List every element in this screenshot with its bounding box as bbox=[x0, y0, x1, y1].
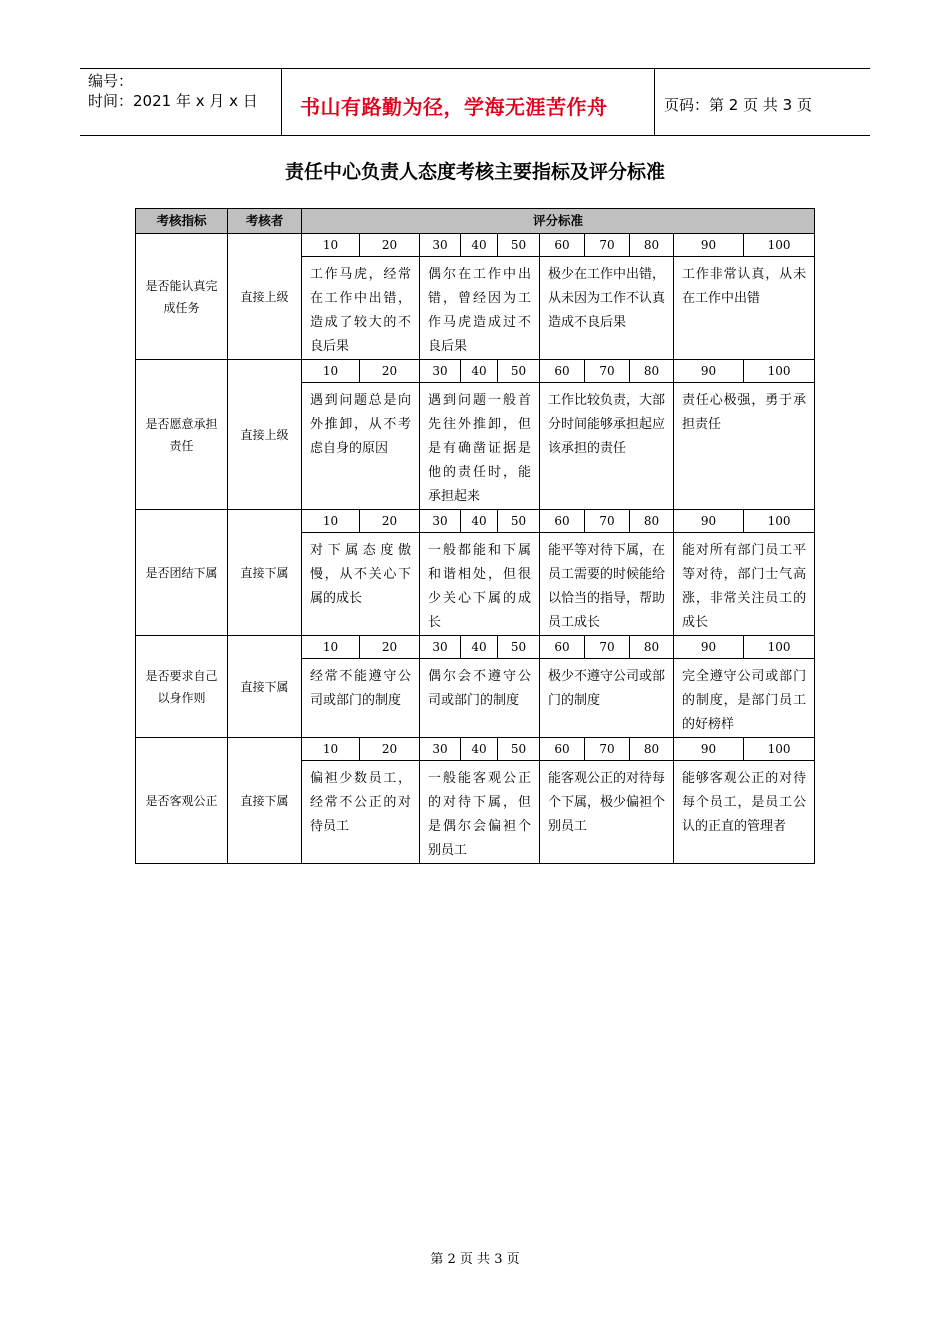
score-value: 50 bbox=[498, 636, 540, 659]
evaluator-cell: 直接上级 bbox=[228, 360, 302, 510]
header-bottom-rule bbox=[80, 135, 870, 136]
level-description: 责任心极强，勇于承担责任 bbox=[674, 383, 815, 510]
page-indicator: 页码：第 2 页 共 3 页 bbox=[664, 96, 812, 114]
header-evaluator: 考核者 bbox=[228, 209, 302, 234]
criterion-cell: 是否能认真完成任务 bbox=[136, 234, 228, 360]
score-value: 50 bbox=[498, 510, 540, 533]
score-value: 60 bbox=[540, 360, 585, 383]
score-value: 70 bbox=[585, 636, 630, 659]
evaluator-cell: 直接下属 bbox=[228, 636, 302, 738]
score-value: 10 bbox=[302, 636, 360, 659]
level-description: 遇到问题总是向外推卸，从不考虑自身的原因 bbox=[302, 383, 420, 510]
level-description: 极少不遵守公司或部门的制度 bbox=[540, 659, 674, 738]
level-description: 偏袒少数员工，经常不公正的对待员工 bbox=[302, 761, 420, 864]
score-value: 60 bbox=[540, 234, 585, 257]
score-value: 30 bbox=[420, 510, 461, 533]
score-value: 90 bbox=[674, 738, 744, 761]
level-description: 一般都能和下属和谐相处，但很少关心下属的成长 bbox=[420, 533, 540, 636]
header-standard: 评分标准 bbox=[302, 209, 815, 234]
level-description: 能客观公正的对待每个下属，极少偏袒个别员工 bbox=[540, 761, 674, 864]
score-value: 40 bbox=[461, 738, 498, 761]
score-value: 100 bbox=[744, 234, 815, 257]
score-value: 60 bbox=[540, 738, 585, 761]
score-value: 20 bbox=[360, 738, 420, 761]
level-description: 能对所有部门员工平等对待，部门士气高涨，非常关注员工的成长 bbox=[674, 533, 815, 636]
level-description: 偶尔在工作中出错，曾经因为工作马虎造成过不良后果 bbox=[420, 257, 540, 360]
score-value: 100 bbox=[744, 510, 815, 533]
assessment-table bbox=[135, 208, 815, 864]
level-description: 偶尔会不遵守公司或部门的制度 bbox=[420, 659, 540, 738]
header-divider-right bbox=[654, 68, 655, 135]
evaluator-cell: 直接下属 bbox=[228, 510, 302, 636]
level-description: 工作比较负责，大部分时间能够承担起应该承担的责任 bbox=[540, 383, 674, 510]
score-value: 70 bbox=[585, 360, 630, 383]
score-value: 80 bbox=[630, 360, 674, 383]
score-value: 30 bbox=[420, 636, 461, 659]
score-value: 20 bbox=[360, 360, 420, 383]
level-description: 能平等对待下属，在员工需要的时候能给以恰当的指导，帮助员工成长 bbox=[540, 533, 674, 636]
level-description: 一般能客观公正的对待下属，但是偶尔会偏袒个别员工 bbox=[420, 761, 540, 864]
level-description: 遇到问题一般首先往外推卸，但是有确凿证据是他的责任时，能承担起来 bbox=[420, 383, 540, 510]
score-value: 10 bbox=[302, 234, 360, 257]
score-value: 10 bbox=[302, 360, 360, 383]
score-row bbox=[136, 510, 815, 533]
criterion-cell: 是否客观公正 bbox=[136, 738, 228, 864]
time-label: 时间：2021 年 x 月 x 日 bbox=[88, 92, 258, 110]
score-value: 80 bbox=[630, 234, 674, 257]
evaluator-cell: 直接下属 bbox=[228, 738, 302, 864]
score-value: 100 bbox=[744, 636, 815, 659]
level-description: 能够客观公正的对待每个员工，是员工公认的正直的管理者 bbox=[674, 761, 815, 864]
header-divider-left bbox=[281, 68, 282, 135]
criterion-cell: 是否愿意承担责任 bbox=[136, 360, 228, 510]
level-description: 工作马虎，经常在工作中出错，造成了较大的不良后果 bbox=[302, 257, 420, 360]
number-label: 编号： bbox=[88, 72, 134, 90]
criterion-cell: 是否团结下属 bbox=[136, 510, 228, 636]
score-value: 10 bbox=[302, 510, 360, 533]
score-value: 30 bbox=[420, 360, 461, 383]
header-top-rule bbox=[80, 68, 870, 69]
criterion-cell: 是否要求自己以身作则 bbox=[136, 636, 228, 738]
score-value: 40 bbox=[461, 234, 498, 257]
page-footer: 第 2 页 共 3 页 bbox=[430, 1252, 520, 1267]
score-value: 70 bbox=[585, 510, 630, 533]
level-description: 完全遵守公司或部门的制度，是部门员工的好榜样 bbox=[674, 659, 815, 738]
score-value: 80 bbox=[630, 738, 674, 761]
score-row bbox=[136, 360, 815, 383]
score-value: 50 bbox=[498, 738, 540, 761]
score-value: 20 bbox=[360, 234, 420, 257]
header-criterion: 考核指标 bbox=[136, 209, 228, 234]
document-title: 责任中心负责人态度考核主要指标及评分标准 bbox=[284, 161, 665, 183]
score-value: 40 bbox=[461, 510, 498, 533]
score-row bbox=[136, 738, 815, 761]
score-value: 30 bbox=[420, 234, 461, 257]
score-value: 80 bbox=[630, 636, 674, 659]
score-value: 20 bbox=[360, 636, 420, 659]
score-value: 60 bbox=[540, 636, 585, 659]
score-value: 30 bbox=[420, 738, 461, 761]
score-value: 70 bbox=[585, 738, 630, 761]
score-value: 90 bbox=[674, 234, 744, 257]
motto: 书山有路勤为径，学海无涯苦作舟 bbox=[300, 95, 608, 119]
evaluator-cell: 直接上级 bbox=[228, 234, 302, 360]
score-value: 70 bbox=[585, 234, 630, 257]
score-value: 80 bbox=[630, 510, 674, 533]
score-value: 60 bbox=[540, 510, 585, 533]
score-value: 90 bbox=[674, 360, 744, 383]
level-description: 极少在工作中出错，从未因为工作不认真造成不良后果 bbox=[540, 257, 674, 360]
table-header-row bbox=[136, 209, 815, 234]
score-value: 90 bbox=[674, 636, 744, 659]
score-value: 10 bbox=[302, 738, 360, 761]
score-value: 50 bbox=[498, 234, 540, 257]
level-description: 经常不能遵守公司或部门的制度 bbox=[302, 659, 420, 738]
score-value: 100 bbox=[744, 738, 815, 761]
score-row bbox=[136, 636, 815, 659]
level-description: 工作非常认真，从未在工作中出错 bbox=[674, 257, 815, 360]
score-value: 20 bbox=[360, 510, 420, 533]
level-description: 对下属态度傲慢，从不关心下属的成长 bbox=[302, 533, 420, 636]
score-value: 40 bbox=[461, 636, 498, 659]
score-value: 90 bbox=[674, 510, 744, 533]
score-value: 100 bbox=[744, 360, 815, 383]
score-row bbox=[136, 234, 815, 257]
score-value: 40 bbox=[461, 360, 498, 383]
score-value: 50 bbox=[498, 360, 540, 383]
